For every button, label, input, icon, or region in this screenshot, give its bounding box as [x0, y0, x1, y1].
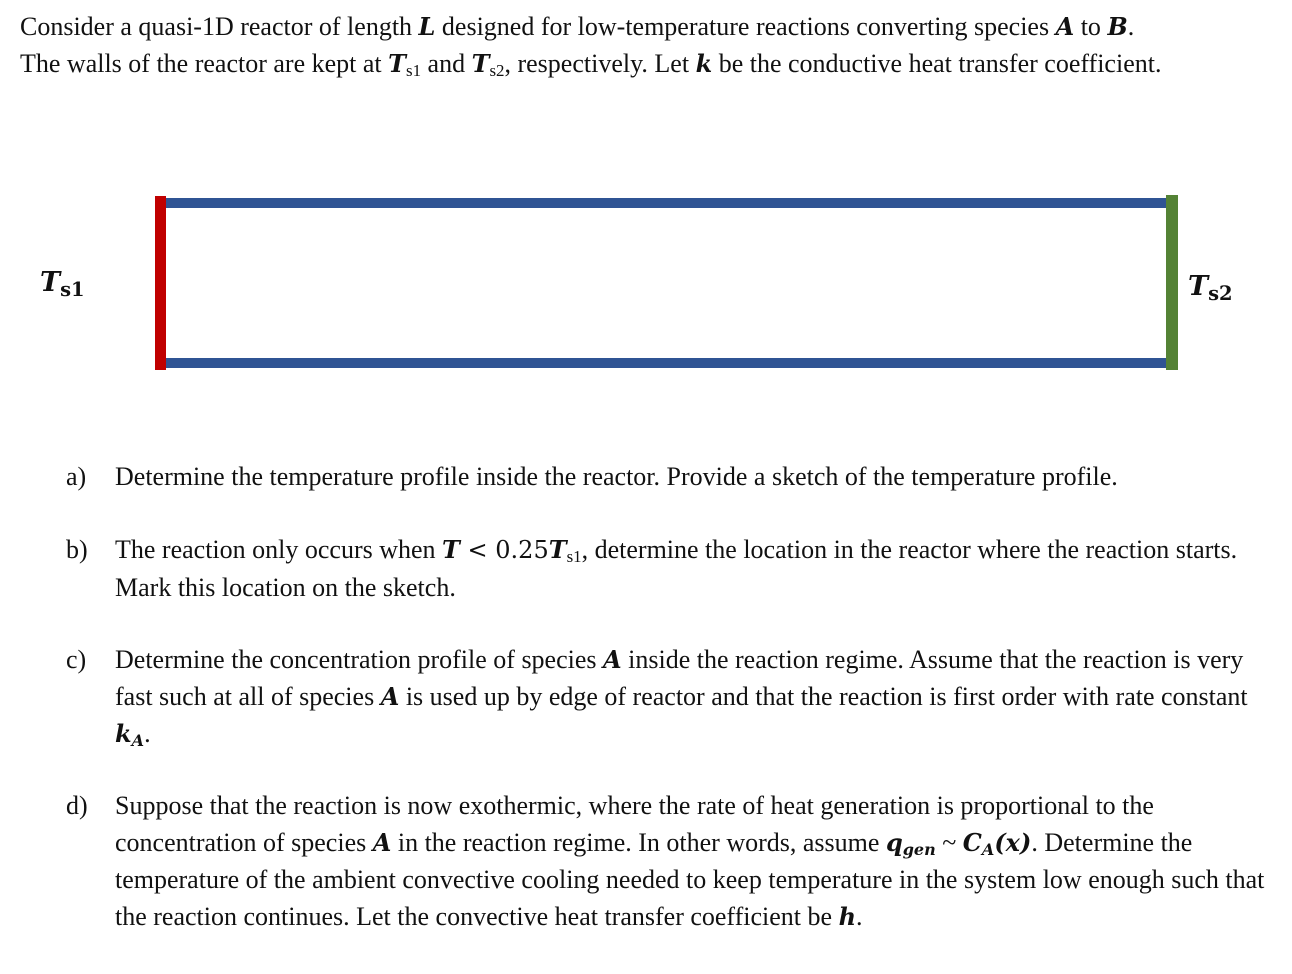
intro-text: to [1074, 12, 1108, 41]
question-text-part: Determine the temperature profile inside the reactor. Provide a sketch of the temperature profile. [115, 462, 1118, 491]
var-T: T [388, 49, 407, 78]
subscript-A: A [131, 731, 145, 750]
var-T: T [471, 49, 490, 78]
var-k: k [695, 49, 713, 78]
subscript-A: A [981, 840, 995, 859]
var-A: A [603, 645, 622, 674]
intro-text: The walls of the reactor are kept at [20, 49, 389, 78]
condition-value: < 0.25 [459, 536, 549, 564]
reactor-right-wall [1166, 195, 1178, 370]
question-text [115, 641, 1266, 752]
var-x: (x) [994, 828, 1032, 857]
var-k: k [115, 719, 132, 748]
var-T: T [548, 535, 567, 564]
question-b [66, 531, 1266, 606]
question-text-part: . [856, 902, 863, 931]
var-q: q [885, 828, 903, 857]
question-text [115, 787, 1266, 935]
question-text-part: in the reaction regime. In other words, assume [391, 828, 886, 857]
question-text-part: inside the reaction regime. Assume that the reaction is very fast such at all of species [115, 645, 1244, 711]
question-letter: b) [66, 535, 88, 564]
question-text-part: The reaction only occurs when [115, 535, 443, 564]
var-L: L [418, 12, 436, 41]
subscript-s1: s1 [406, 61, 422, 81]
intro-text: and [421, 49, 472, 78]
question-text-part: Determine the concentration profile of species [115, 645, 604, 674]
reactor-bottom-wall [160, 358, 1172, 368]
question-text [115, 531, 1266, 606]
var-A: A [1055, 12, 1075, 41]
question-c [66, 641, 1266, 752]
question-letter: d) [66, 791, 88, 820]
subscript-gen: gen [902, 840, 936, 859]
question-text [115, 458, 1266, 495]
intro-text: . [1127, 12, 1135, 41]
right-wall-temperature-label [1188, 271, 1233, 305]
var-A: A [372, 828, 392, 857]
question-text-part: . Determine the temperature of the ambient convective cooling needed to keep temperature in the system low enough such that the reaction continues. Let the convective heat transfer coefficient be [115, 828, 1265, 931]
var-T: T [442, 535, 460, 564]
subscript-s1: s1 [566, 547, 582, 567]
reactor-top-wall [160, 198, 1172, 208]
intro-text: be the conductive heat transfer coefficient. [712, 49, 1162, 78]
question-letter: c) [66, 645, 87, 674]
label-var: T [40, 267, 61, 298]
reactor-diagram [0, 190, 1292, 380]
question-text-part: Suppose that the reaction is now exothermic, where the rate of heat generation is proportional to the concentration of species [115, 791, 1154, 857]
left-wall-temperature-label [40, 267, 85, 301]
var-B: B [1107, 12, 1128, 41]
label-var: T [1188, 271, 1209, 302]
reactor-left-wall [155, 196, 166, 370]
label-sub: s2 [1208, 281, 1233, 305]
question-a [66, 458, 1266, 495]
var-A: A [380, 682, 400, 711]
question-text-part: , determine the location in the reactor where the reaction starts. Mark this location on the sketch. [115, 535, 1238, 602]
var-C: C [962, 828, 982, 857]
question-letter: a) [66, 462, 87, 491]
tilde-symbol: ~ [935, 828, 963, 857]
var-h: h [838, 902, 857, 931]
intro-text: designed for low-temperature reactions converting species [435, 12, 1056, 41]
question-text-part: is used up by edge of reactor and that the reaction is first order with rate constant [399, 682, 1248, 711]
problem-intro [20, 8, 1270, 82]
intro-text: Consider a quasi-1D reactor of length [20, 12, 419, 41]
label-sub: s1 [60, 277, 85, 301]
intro-text: , respectively. Let [504, 49, 696, 78]
question-text-part: . [144, 719, 151, 748]
subscript-s2: s2 [489, 61, 505, 81]
question-d [66, 787, 1266, 935]
